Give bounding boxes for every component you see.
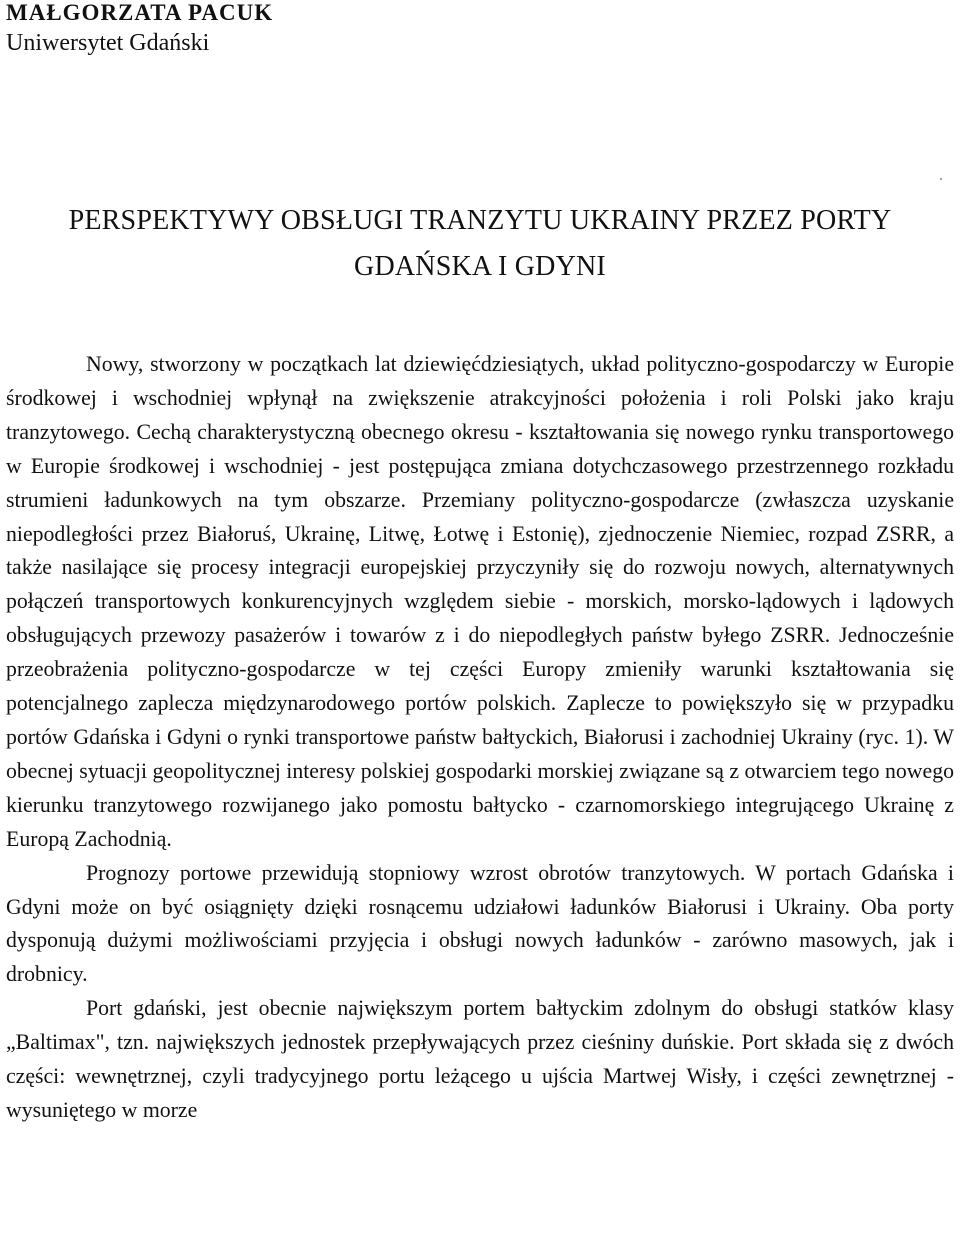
paragraph-3: Port gdański, jest obecnie największym portem bałtyckim zdolnym do obsługi statków klasy „Baltimax", tzn. największych jednostek przepływających przez cieśniny duńskie. Port składa się z dwóch części: wewnętrznej, czyli tradycyjnego portu leżącego u ujścia Martwej Wisły, i części zewnętrznej - wysuniętego w morze: [6, 996, 954, 1122]
paragraph-2: Prognozy portowe przewidują stopniowy wzrost obrotów tranzytowych. W portach Gdańska i Gdyni może on być osiągnięty dzięki rosnącemu udziałowi ładunków Białorusi i Ukrainy. Oba porty dysponują dużymi możliwościami przyjęcia i obsługi nowych ładunków - zarówno masowych, jak i drobnicy.: [6, 860, 954, 987]
paragraph-1: Nowy, stworzony w początkach lat dziewięćdziesiątych, układ polityczno-gospodarczy w Europie środkowej i wschodniej wpłynął na zwiększenie atrakcyjności położenia i roli Polski jako kraju tranzytowego. Cechą charakterystyczną obecnego okresu - kształtowania się nowego rynku transportowego w Europie środkowej i wschodniej - jest postępująca zmiana dotychczasowego przestrzennego rozkładu strumieni ładunkowych na tym obszarze. Przemiany polityczno-gospodarcze (zwłaszcza uzyskanie niepodległości przez Białoruś, Ukrainę, Litwę, Łotwę i Estonię), zjednoczenie Niemiec, rozpad ZSRR, a także nasilające się procesy integracji europejskiej przyczyniły się do rozwoju nowych, alternatywnych połączeń transportowych konkurencyjnych względem siebie - morskich, morsko-lądowych i lądowych obsługujących przewozy pasażerów i towarów z i do niepodległych państw byłego ZSRR. Jednocześnie przeobrażenia polityczno-gospodarcze w tej części Europy zmieniły warunki kształtowania się potencjalnego zaplecza międzynarodowego portów polskich. Zaplecze to powiększyło się w przypadku portów Gdańska i Gdyni o rynki transportowe państw bałtyckich, Białorusi i zachodniej Ukrainy (ryc. 1). W obecnej sytuacji geopolitycznej interesy polskiej gospodarki morskiej związane są z otwarciem tego nowego kierunku tranzytowego rozwijanego jako pomostu bałtycko - czarnomorskiego integrującego Ukrainę z Europą Zachodnią.: [6, 352, 954, 851]
title-line-1: PERSPEKTYWY OBSŁUGI TRANZYTU UKRAINY PRZEZ PORTY: [68, 205, 892, 236]
scan-speck: [940, 178, 942, 180]
article-body: [6, 348, 954, 1128]
title-line-2: GDAŃSKA I GDYNI: [354, 251, 606, 282]
author-affiliation: Uniwersytet Gdański: [6, 30, 210, 56]
author-name: MAŁGORZATA PACUK: [6, 0, 274, 25]
article-title: [6, 198, 954, 290]
author-block: [6, 0, 273, 60]
